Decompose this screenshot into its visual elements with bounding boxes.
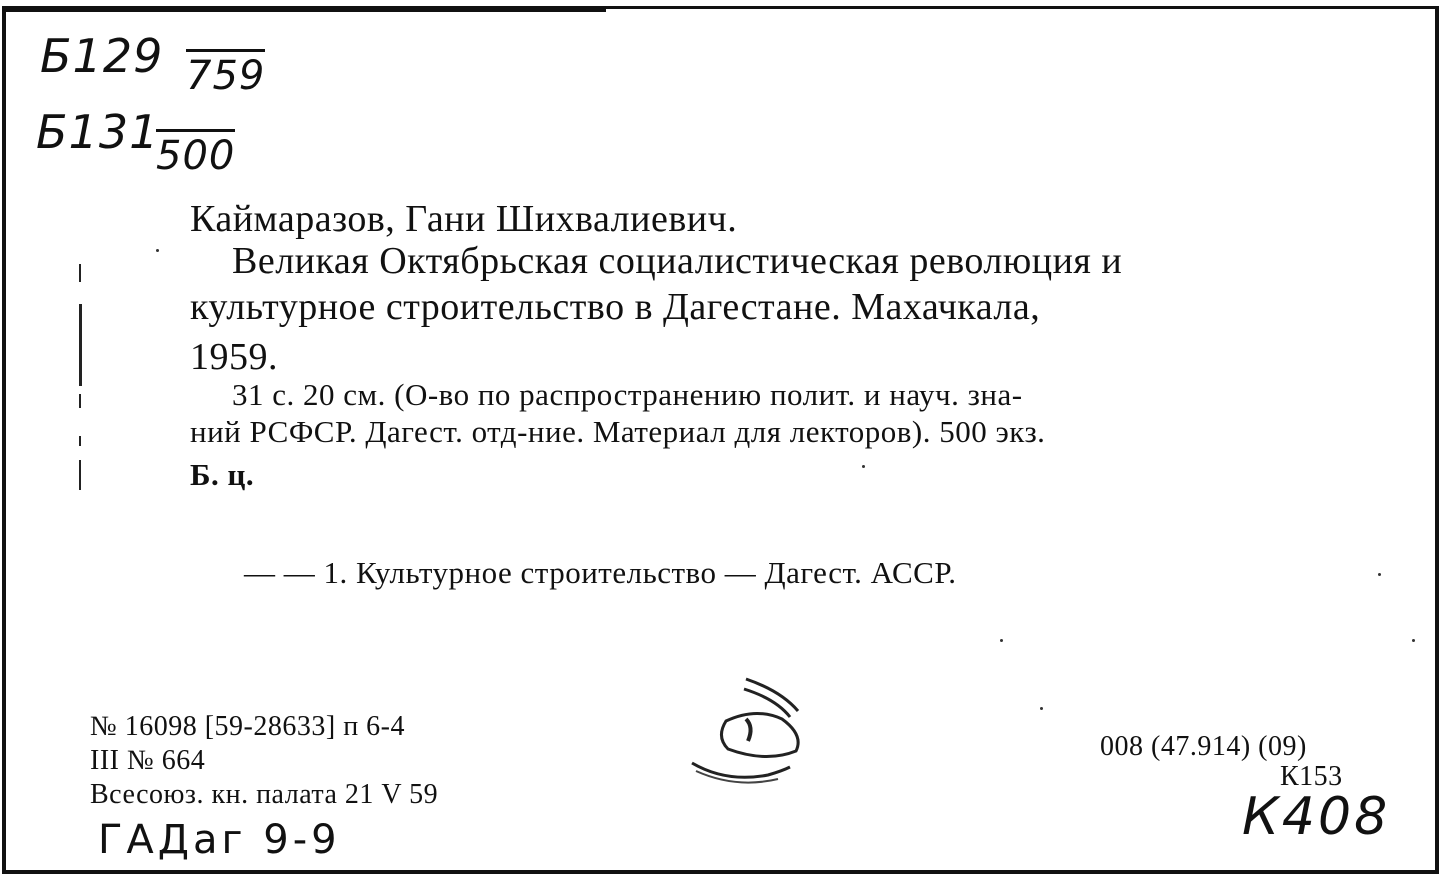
speck [156,249,159,252]
handwritten-note: ГАДаг 9-9 [98,817,341,863]
author-mark: К153 [1280,761,1343,792]
speck [1412,639,1415,642]
shelfmark-code-1: Б129 [40,29,164,83]
speck [1378,573,1381,576]
shelfmark-code-2: Б131 [36,105,160,159]
catalog-card [2,6,1439,874]
handwritten-code: К408 [1242,787,1391,847]
classification-index: 008 (47.914) (09) [1100,731,1307,762]
entry-collation-line-3: Б. ц. [190,457,255,492]
shelfmark-number-1: 759 [186,49,265,96]
speck [1000,639,1003,642]
shelfmark-number-2: 500 [156,129,235,176]
entry-subject: — — 1. Культурное строительство — Дагест. АССР. [244,555,957,590]
entry-title-line-3: 1959. [190,336,278,378]
entry-title-line-2: культурное строительство в Дагестане. Махачкала, [190,286,1041,328]
entry-collation-line-2: ний РСФСР. Дагест. отд-ние. Материал для лекторов). 500 экз. [190,414,1046,449]
entry-author: Каймаразов, Гани Шихвалиевич. [190,198,738,240]
margin-marks [76,264,84,494]
speck [862,465,865,468]
record-line-3: Всесоюз. кн. палата 21 V 59 [90,779,439,810]
speck [1040,707,1043,710]
entry-collation-line-1: 31 с. 20 см. (О-во по распространению полит. и науч. зна- [232,377,1023,412]
card-top-edge [6,9,606,12]
record-line-1: № 16098 [59-28633] п 6-4 [90,711,405,742]
entry-title-line-1: Великая Октябрьская социалистическая революция и [232,240,1123,282]
record-line-2: III № 664 [90,745,206,776]
library-stamp-icon [686,671,816,811]
